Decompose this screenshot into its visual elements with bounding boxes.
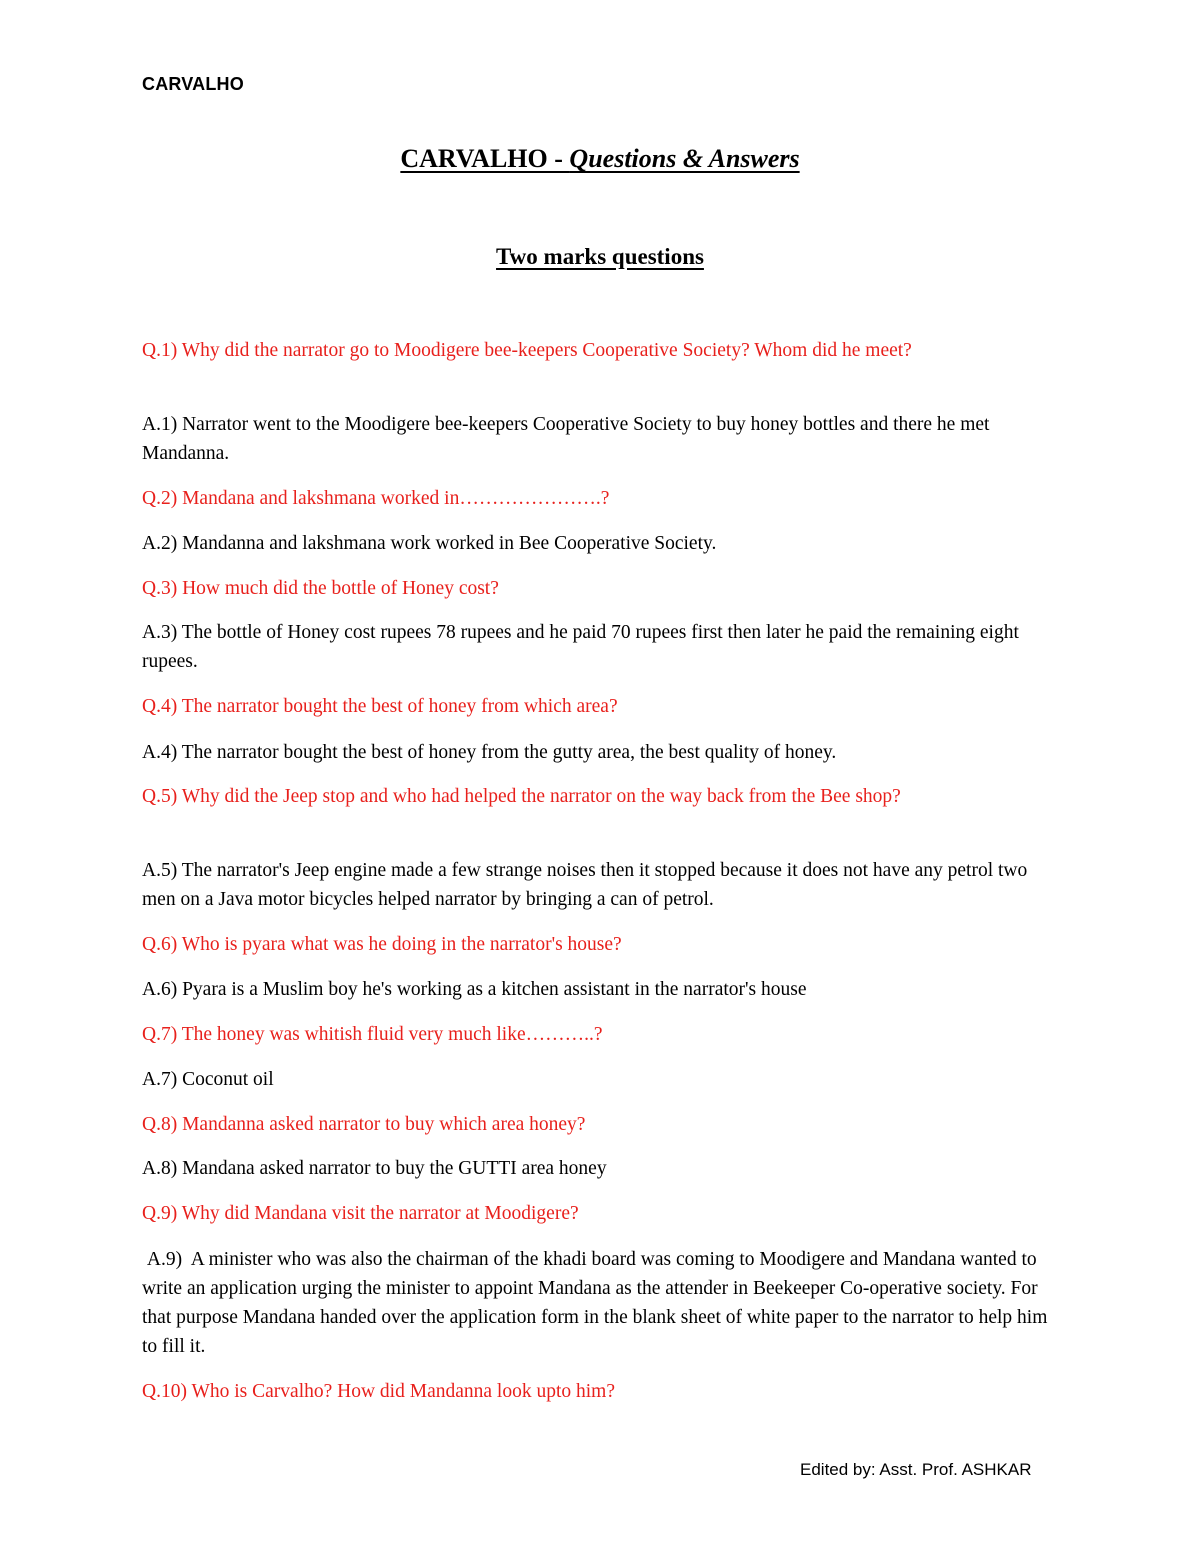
section-heading: Two marks questions (496, 244, 704, 269)
question-5: Q.5) Why did the Jeep stop and who had helped the narrator on the way back from the Bee shop? (142, 786, 901, 807)
answer-4: A.4) The narrator bought the best of honey from the gutty area, the best quality of honey. (142, 742, 837, 763)
running-header: CARVALHO (142, 74, 244, 94)
answer-1: A.1) Narrator went to the Moodigere bee-keepers Cooperative Society to buy honey bottles and there he met Mandanna. (142, 414, 990, 464)
answer-3: A.3) The bottle of Honey cost rupees 78 rupees and he paid 70 rupees first then later he paid the remaining eight rupees. (142, 622, 1019, 672)
document-title-main: CARVALHO - (400, 144, 570, 173)
answer-7: A.7) Coconut oil (142, 1069, 274, 1090)
question-2: Q.2) Mandana and lakshmana worked in………………….? (142, 488, 610, 509)
question-8: Q.8) Mandanna asked narrator to buy which area honey? (142, 1114, 586, 1135)
question-7: Q.7) The honey was whitish fluid very much like………..? (142, 1024, 603, 1045)
answer-6: A.6) Pyara is a Muslim boy he's working as a kitchen assistant in the narrator's house (142, 979, 807, 1000)
question-4: Q.4) The narrator bought the best of honey from which area? (142, 696, 618, 717)
answer-2: A.2) Mandanna and lakshmana work worked in Bee Cooperative Society. (142, 533, 717, 554)
document-title (0, 144, 1200, 174)
document-title-italic: Questions & Answers (569, 144, 800, 173)
page-footer-credit: Edited by: Asst. Prof. ASHKAR (800, 1460, 1032, 1479)
question-3: Q.3) How much did the bottle of Honey cost? (142, 578, 499, 599)
question-1: Q.1) Why did the narrator go to Moodigere bee-keepers Cooperative Society? Whom did he meet? (142, 340, 912, 361)
question-10: Q.10) Who is Carvalho? How did Mandanna look upto him? (142, 1381, 615, 1402)
question-9: Q.9) Why did Mandana visit the narrator at Moodigere? (142, 1203, 579, 1224)
question-6: Q.6) Who is pyara what was he doing in the narrator's house? (142, 934, 622, 955)
answer-5: A.5) The narrator's Jeep engine made a few strange noises then it stopped because it does not have any petrol two men on a Java motor bicycles helped narrator by bringing a can of petrol. (142, 860, 1028, 910)
answer-9: A.9) A minister who was also the chairman of the khadi board was coming to Moodigere and Mandana wanted to write an application urging the minister to appoint Mandana as the attender in Beekeeper Co-operative society. For that purpose Mandana handed over the application form in the blank sheet of white paper to the narrator to help him to fill it. (142, 1249, 1053, 1357)
answer-8: A.8) Mandana asked narrator to buy the GUTTI area honey (142, 1158, 607, 1179)
